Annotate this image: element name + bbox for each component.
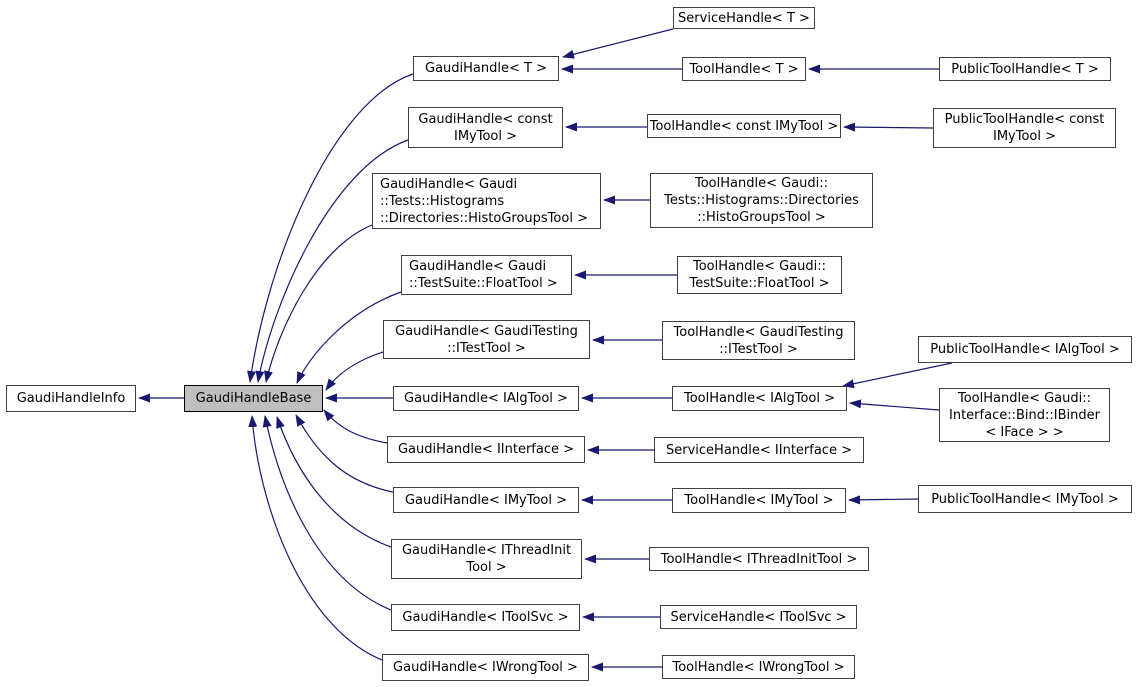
public-tool-handle-t[interactable] [939, 57, 1111, 81]
gaudi-handle-imytool[interactable] [393, 487, 579, 513]
service-handle-t[interactable] [673, 7, 815, 29]
edge-gaudi-handle-itoolsvc--gaudi-handle-base [265, 416, 391, 610]
service-handle-iinterface-label: ServiceHandle< IInterface > [666, 442, 852, 458]
tool-handle-iwrongtool[interactable] [662, 655, 855, 679]
gaudi-handle-itoolsvc[interactable] [391, 604, 580, 631]
tool-handle-ithreadinit[interactable] [649, 547, 869, 571]
tool-handle-ialgtool-label: ToolHandle< IAlgTool > [684, 391, 835, 406]
tool-handle-iwrongtool-label: ToolHandle< IWrongTool > [672, 659, 845, 675]
tool-handle-const-imytool[interactable] [647, 114, 841, 138]
edge-gaudi-handle-testing--gaudi-handle-base [326, 352, 383, 390]
gaudi-handle-float[interactable] [401, 255, 572, 295]
service-handle-itoolsvc[interactable] [660, 605, 857, 629]
tool-handle-histo[interactable] [650, 173, 873, 228]
tool-handle-t[interactable] [682, 57, 806, 81]
tool-handle-ibinder-label: ToolHandle< Gaudi:: Interface::Bind::IBinder < IFace > > [949, 390, 1100, 440]
gaudi-handle-iwrongtool-label: GaudiHandle< IWrongTool > [393, 660, 578, 675]
gaudi-handle-itoolsvc-label: GaudiHandle< IToolSvc > [402, 610, 569, 625]
edge-public-tool-handle-ialgtool--tool-handle-ialgtool [843, 363, 952, 386]
edge-public-tool-handle-imytool--tool-handle-imytool [849, 499, 918, 500]
gaudi-handle-info[interactable] [6, 385, 136, 412]
edge-tool-handle-ibinder--tool-handle-ialgtool [850, 403, 939, 410]
gaudi-handle-iinterface[interactable] [387, 436, 585, 463]
tool-handle-ithreadinit-label: ToolHandle< IThreadInitTool > [660, 551, 858, 567]
tool-handle-ialgtool[interactable] [672, 386, 847, 411]
gaudi-handle-histo[interactable] [372, 173, 601, 229]
service-handle-t-label: ServiceHandle< T > [678, 10, 810, 26]
tool-handle-t-label: ToolHandle< T > [689, 61, 799, 77]
edge-gaudi-handle-iwrongtool--gaudi-handle-base [252, 416, 382, 660]
gaudi-handle-const-imytool[interactable] [408, 107, 563, 148]
public-tool-handle-ialgtool-label: PublicToolHandle< IAlgTool > [930, 342, 1120, 357]
public-tool-handle-imytool-label: PublicToolHandle< IMyTool > [931, 491, 1119, 507]
public-tool-handle-t-label: PublicToolHandle< T > [951, 61, 1099, 77]
gaudi-handle-ithreadinit-label: GaudiHandle< IThreadInit Tool > [401, 543, 572, 575]
gaudi-handle-float-label: GaudiHandle< Gaudi ::TestSuite::FloatTool > [409, 259, 558, 291]
tool-handle-histo-label: ToolHandle< Gaudi:: Tests::Histograms::Directories ::HistoGroupsTool > [664, 176, 859, 225]
edge-service-handle-t--gaudi-handle-t [563, 29, 673, 57]
edge-gaudi-handle-imytool--gaudi-handle-base [296, 415, 393, 492]
gaudi-handle-base-label: GaudiHandleBase [195, 391, 312, 406]
gaudi-handle-ithreadinit[interactable] [391, 539, 582, 579]
public-tool-handle-ialgtool[interactable] [918, 336, 1132, 363]
tool-handle-ibinder[interactable] [939, 388, 1110, 442]
tool-handle-const-imytool-label: ToolHandle< const IMyTool > [649, 118, 839, 134]
gaudi-handle-base[interactable] [184, 385, 323, 412]
edge-gaudi-handle-iinterface--gaudi-handle-base [324, 410, 387, 443]
gaudi-handle-histo-label: GaudiHandle< Gaudi ::Tests::Histograms ::Directories::HistoGroupsTool > [380, 176, 588, 226]
tool-handle-testing[interactable] [662, 321, 855, 360]
edge-gaudi-handle-histo--gaudi-handle-base [266, 225, 372, 382]
edge-public-tool-handle-const-imytool--tool-handle-const-imytool [844, 127, 933, 128]
gaudi-handle-iinterface-label: GaudiHandle< IInterface > [397, 442, 575, 457]
tool-handle-imytool-label: ToolHandle< IMyTool > [684, 493, 834, 508]
tool-handle-imytool[interactable] [672, 488, 846, 513]
gaudi-handle-t[interactable] [413, 56, 559, 81]
tool-handle-float-label: ToolHandle< Gaudi:: TestSuite::FloatTool > [689, 259, 830, 291]
gaudi-handle-const-imytool-label: GaudiHandle< const IMyTool > [418, 111, 553, 144]
gaudi-handle-testing[interactable] [383, 320, 590, 359]
service-handle-iinterface[interactable] [654, 437, 864, 463]
edge-gaudi-handle-ithreadinit--gaudi-handle-base [277, 417, 391, 547]
gaudi-handle-ialgtool-label: GaudiHandle< IAlgTool > [404, 391, 568, 406]
gaudi-handle-t-label: GaudiHandle< T > [425, 61, 547, 76]
gaudi-handle-imytool-label: GaudiHandle< IMyTool > [404, 492, 568, 508]
gaudi-handle-iwrongtool[interactable] [382, 654, 589, 681]
public-tool-handle-const-imytool-label: PublicToolHandle< const IMyTool > [944, 112, 1105, 144]
tool-handle-testing-label: ToolHandle< GaudiTesting ::ITestTool > [673, 324, 844, 357]
tool-handle-float[interactable] [677, 256, 842, 294]
gaudi-handle-testing-label: GaudiHandle< GaudiTesting ::ITestTool > [395, 323, 578, 356]
public-tool-handle-const-imytool[interactable] [933, 108, 1116, 148]
gaudi-handle-info-label: GaudiHandleInfo [16, 391, 126, 406]
service-handle-itoolsvc-label: ServiceHandle< IToolSvc > [670, 609, 847, 625]
gaudi-handle-ialgtool[interactable] [393, 386, 579, 411]
public-tool-handle-imytool[interactable] [918, 485, 1132, 513]
